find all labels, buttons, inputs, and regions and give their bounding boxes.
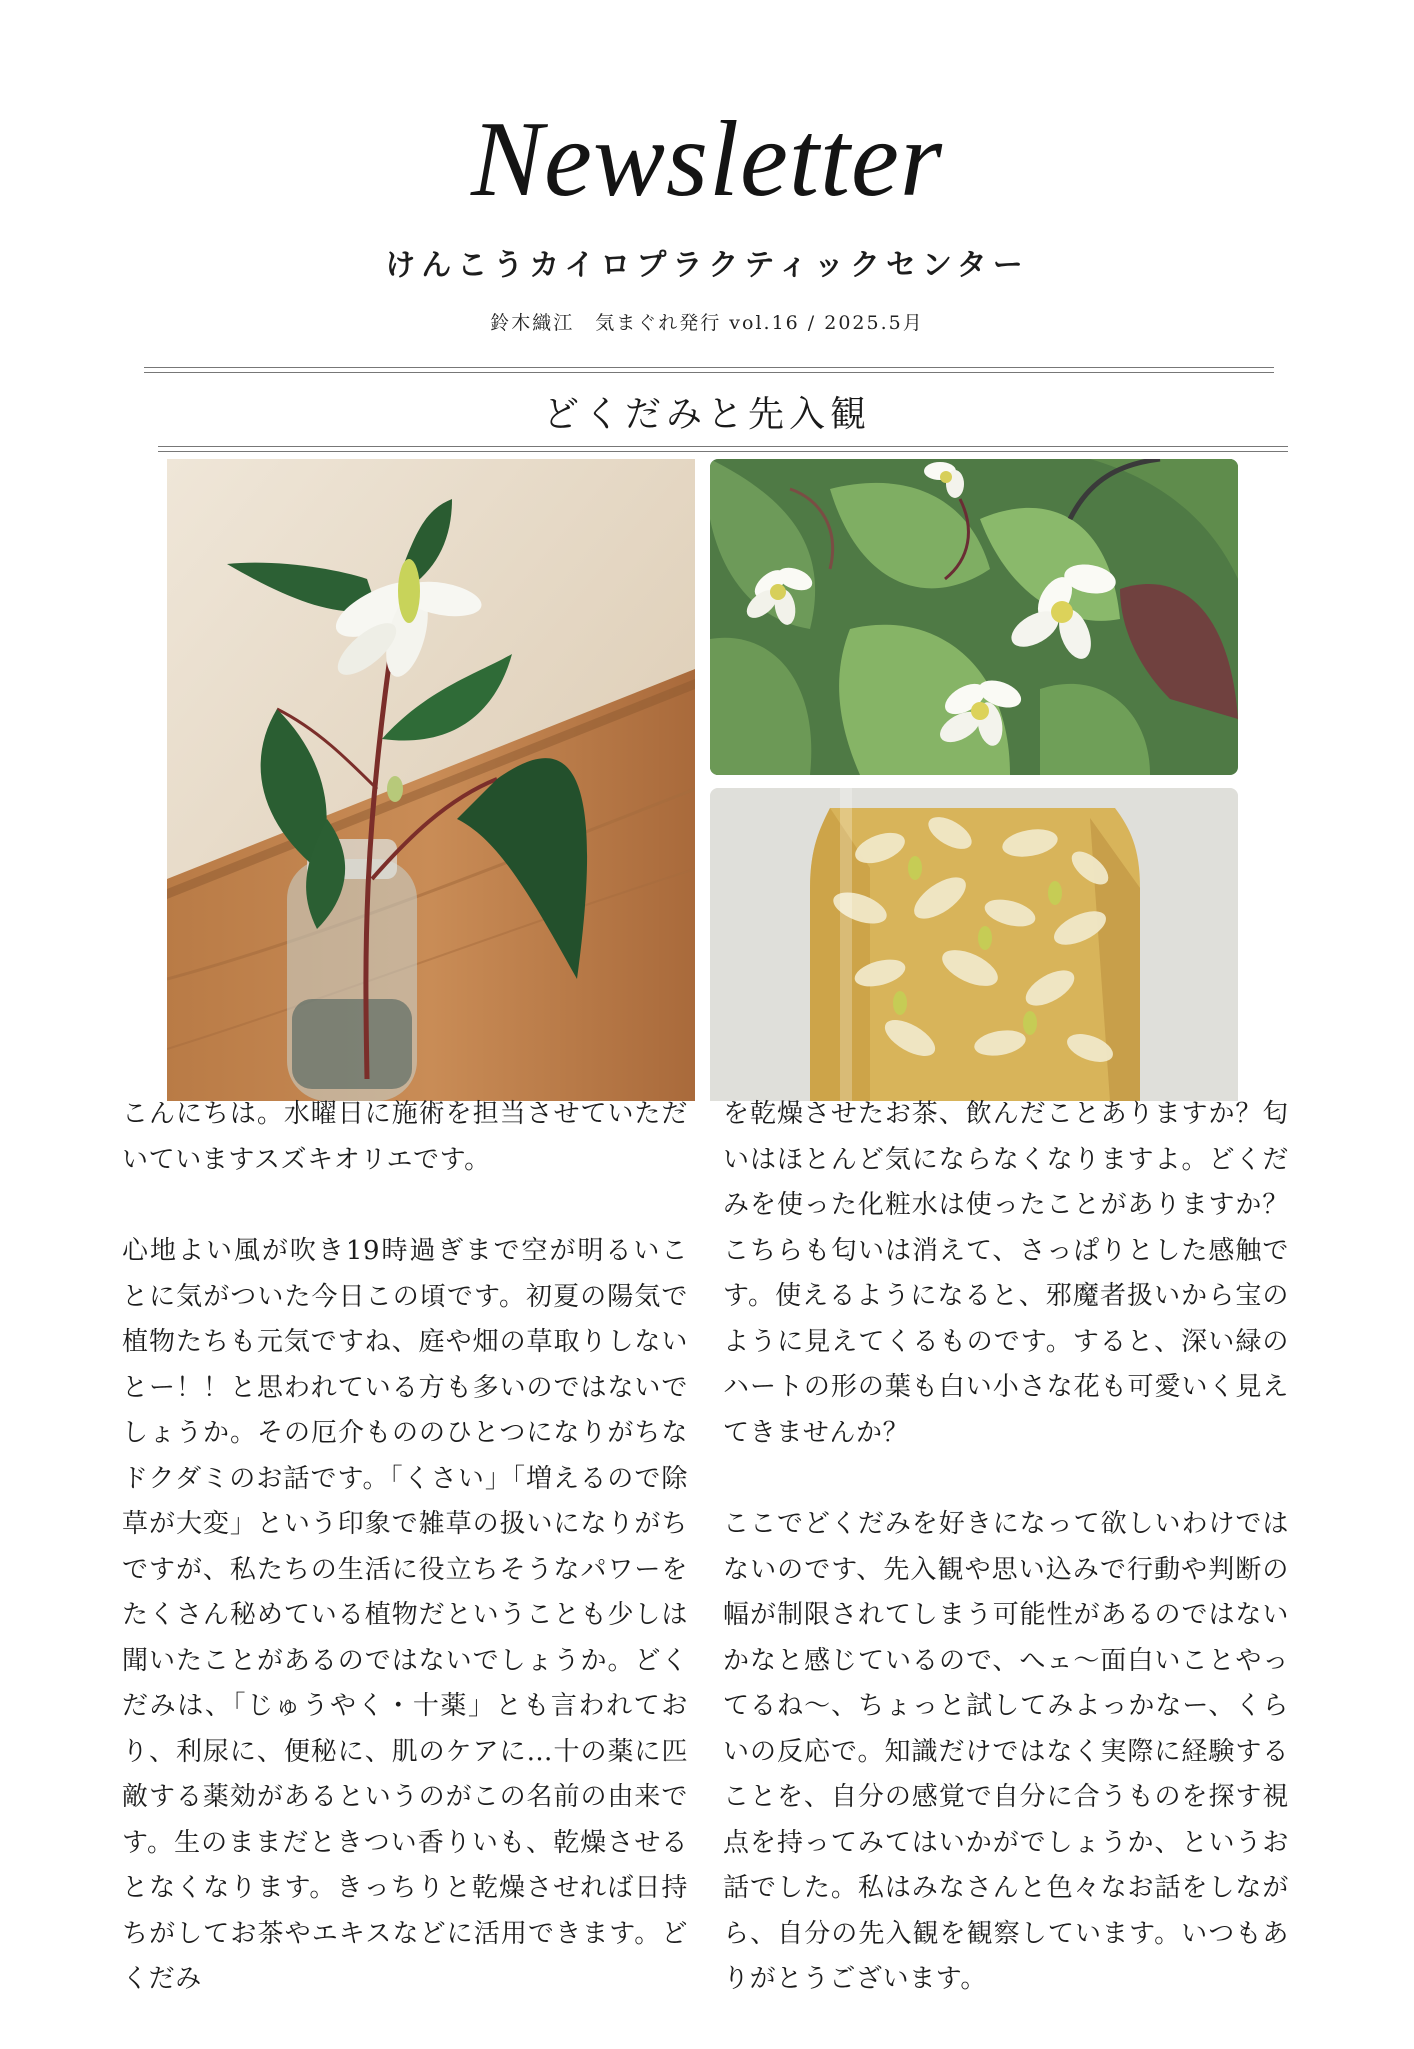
article-heading: どくだみと先入観 bbox=[542, 394, 871, 435]
photo-vase bbox=[167, 459, 695, 1101]
article-column-right bbox=[723, 1092, 1289, 2049]
divider-bottom-1 bbox=[158, 446, 1288, 447]
right-paragraph-1: を乾燥させたお茶、飲んだことありますか？匂いはほとんど気にならなくなりますよ。どくだみを使った化粧水は使ったことがありますか？こちらも匂いは消えて、さっぱりとした感触です。使えるようになると、邪魔者扱いから宝のように見えてくるものです。すると、深い緑のハートの形の葉も白い小さな花も可愛いく見えてきませんか？ bbox=[723, 1099, 1289, 1448]
photo-jar bbox=[710, 788, 1238, 1101]
right-paragraph-2: ここでどくだみを好きになって欲しいわけではないのです、先入観や思い込みで行動や判断の幅が制限されてしまう可能性があるのではないかなと感じているので、へェ〜面白いことやってるね〜、ちょっと試してみよっかなー、くらいの反応で。知識だけではなく実際に経験することを、自分の感覚で自分に合うものを探す視点を持ってみてはいかがでしょうか、というお話でした。私はみなさんと色々なお話をしながら、自分の先入観を観察しています。いつもありがとうございます。 bbox=[723, 1509, 1289, 1994]
divider-bottom-2 bbox=[158, 451, 1288, 452]
left-paragraph-1: こんにちは。水曜日に施術を担当させていただいていますスズキオリエです。 bbox=[122, 1099, 688, 1175]
organization-name: けんこうカイロプラクティックセンター bbox=[385, 248, 1029, 283]
left-paragraph-2: 心地よい風が吹き19時過ぎまで空が明るいことに気がついた今日この頃です。初夏の陽気で植物たちも元気ですね、庭や畑の草取りしないとー！！と思われている方も多いのではないでしょうか。その厄介もののひとつになりがちなドクダミのお話です。「くさい」「増えるので除草が大変」という印象で雑草の扱いになりがちですが、私たちの生活に役立ちそうなパワーをたくさん秘めている植物だということも少しは聞いたことがあるのではないでしょうか。どくだみは、「じゅうやく・十薬」とも言われており、利尿に、便秘に、肌のケアに…十の薬に匹敵する薬効があるというのがこの名前の由来です。生のままだときつい香りいも、乾燥させるとなくなります。きっちりと乾燥させれば日持ちがしてお茶やエキスなどに活用できます。どくだみ bbox=[122, 1236, 688, 1994]
divider-top-2 bbox=[144, 372, 1274, 373]
masthead bbox=[0, 100, 1414, 335]
issue-line: 鈴木織江 気まぐれ発行 vol.16 / 2025.5月 bbox=[490, 312, 924, 334]
newsletter-title: Newsletter bbox=[471, 100, 943, 219]
divider-top-1 bbox=[144, 367, 1274, 368]
article-column-left bbox=[122, 1092, 688, 2049]
photo-plants bbox=[710, 459, 1238, 775]
